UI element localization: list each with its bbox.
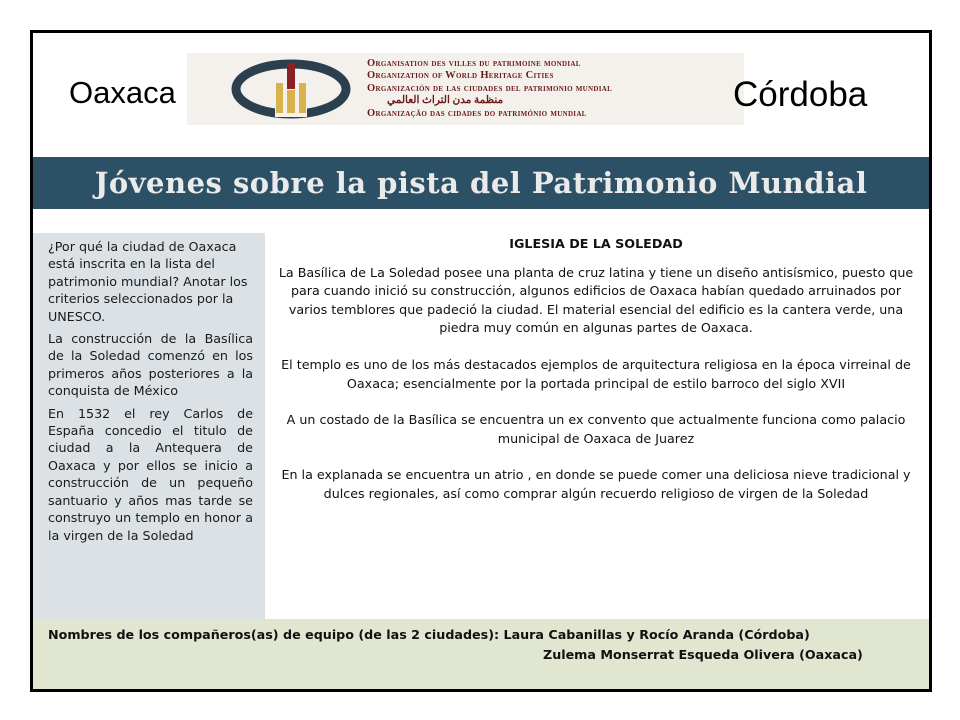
sidebar-question: ¿Por qué la ciudad de Oaxaca está inscrita en la lista del patrimonio mundial? Anotar los criterios seleccionados por la UNESCO. [48,239,248,324]
owhc-logo [187,53,744,125]
logo-name-ar: منظمة مدن التراث العالمي [387,95,504,107]
sidebar-text [48,238,253,549]
banner-title: Jóvenes sobre la pista del Patrimonio Mundial [94,166,868,200]
logo-name-en: Organization of World Heritage Cities [367,70,554,82]
main-paragraph: A un costado de la Basílica se encuentra un ex convento que actualmente funciona como palacio municipal de Oaxaca de Juarez [286,412,906,446]
owhc-organization-names [367,58,737,120]
main-content [278,235,914,522]
owhc-emblem-icon [231,57,351,121]
main-heading: IGLESIA DE LA SOLEDAD [509,236,683,251]
logo-name-fr: Organisation des villes du patrimoine mondial [367,58,581,69]
team-footer [33,619,929,689]
slide-frame [30,30,932,692]
team-names-line-2: Zulema Monserrat Esqueda Olivera (Oaxaca) [543,647,863,662]
question-sidebar [33,233,265,619]
team-names-line-1: Nombres de los compañeros(as) de equipo (de las 2 ciudades): Laura Cabanillas y Rocío Aranda (Córdoba) [48,627,810,642]
city-right-label: Córdoba [733,75,868,114]
title-banner [33,157,929,209]
logo-name-pt: Organização das cidades do património mundial [367,107,587,119]
sidebar-paragraph: En 1532 el rey Carlos de España concedio el titulo de ciudad a la Antequera de Oaxaca y por ellos se inicio a construcción de un pequeño santuario y años mas tarde se construyo un templo en honor a la virgen de la Soledad [48,405,253,543]
main-paragraph: La Basílica de La Soledad posee una planta de cruz latina y tiene un diseño antisísmico, puesto que para cuando inició su construcción, algunos edificios de Oaxaca habían quedado arruinados por varios temblores que padeció la ciudad. El material esencial del edificio es la cantera verde, una piedra muy común en algunas partes de Oaxaca. [278,264,914,336]
main-paragraph: En la explanada se encuentra un atrio , en donde se puede comer una deliciosa nieve tradicional y dulces regionales, así como comprar algún recuerdo religioso de virgen de la Soledad [281,467,911,501]
main-paragraph: El templo es uno de los más destacados ejemplos de arquitectura religiosa en la época virreinal de Oaxaca; esencialmente por la portada principal de estilo barroco del siglo XVII [281,356,911,391]
sidebar-paragraph: La construcción de la Basílica de la Soledad comenzó en los primeros años posteriores a la conquista de México [48,331,253,399]
logo-name-es: Organización de las ciudades del patrimonio mundial [367,82,613,94]
city-left-label: Oaxaca [69,75,176,110]
